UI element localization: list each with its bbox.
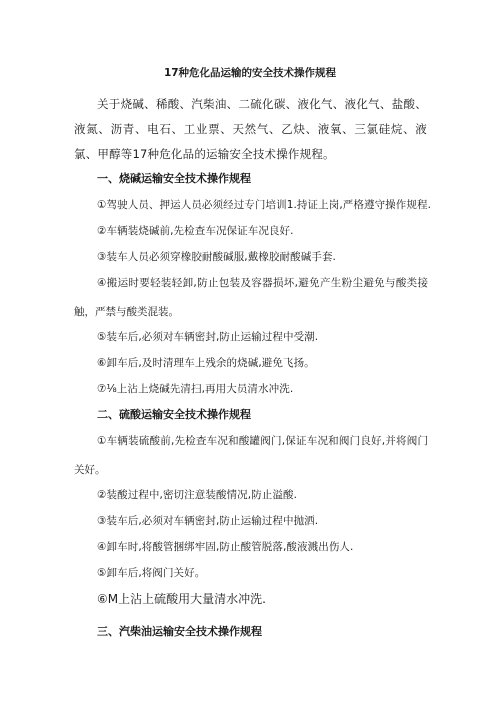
section-heading-sulfuric-acid: 二、硫酸运输安全技术操作规程 [97,408,251,421]
rule-item: ②车辆装烧碱前,先检查车况保证车况良好. [97,225,294,237]
document-title: 17种危化品运输的安全技术操作规程 [163,67,337,79]
rule-item: ③装车人员必须穿橡胶耐酸碱服,戴橡胶耐酸碱手套. [97,251,336,263]
rule-item: ④搬运时要轻装轻卸,防止包装及容器损坏,避免产生粉尘避免与酸类接触，严禁与酸类混装。 [74,277,428,318]
section-heading-caustic-soda: 一、烧碱运输安全技术操作规程 [97,172,251,185]
rule-item: ⑤卸车后,将阀门关好。 [97,567,206,579]
rule-item: ①车辆装硫酸前,先检查车况和酸罐阀门,保证车况和阀门良好,并将阀门关好。 [74,435,428,476]
rule-item: ③装车后,必须对车辆密封,防止运输过程中抛洒. [97,515,319,527]
rule-item: ⑥M上沾上硫酸用大量清水冲洗. [97,592,266,606]
rule-item: ①驾驶人员、押运人员必须经过专门培训1.持证上岗,严格遵守操作规程. [97,199,432,211]
intro-paragraph: 关于烧碱、稀酸、汽柴油、二硫化碳、液化气、液化气、盐酸、液氮、沥青、电石、工业票、天然气、乙炔、液氧、三氯硅烷、液氯、甲醇等17种危化品的运输安全技术操作规程。 [74,97,427,161]
section-heading-gasoline-diesel: 三、汽柴油运输安全技术操作规程 [97,625,262,638]
rule-item: ④卸车时,将酸管捆绑牢固,防止酸管脱落,酸液溅出伤人. [97,541,354,553]
rule-item: ⑦⅛上沾上烧碱先清扫,再用大员清水冲洗. [97,383,294,395]
rule-item: ②装酸过程中,密切注意装酸情况,防止溢酸. [97,489,298,501]
rule-item: ⑥卸车后,及时清理车上残余的烧碱,避免飞扬。 [97,357,315,369]
rule-item: ⑤装车后,必须对车辆密封,防止运输过程中受潮. [97,331,319,343]
